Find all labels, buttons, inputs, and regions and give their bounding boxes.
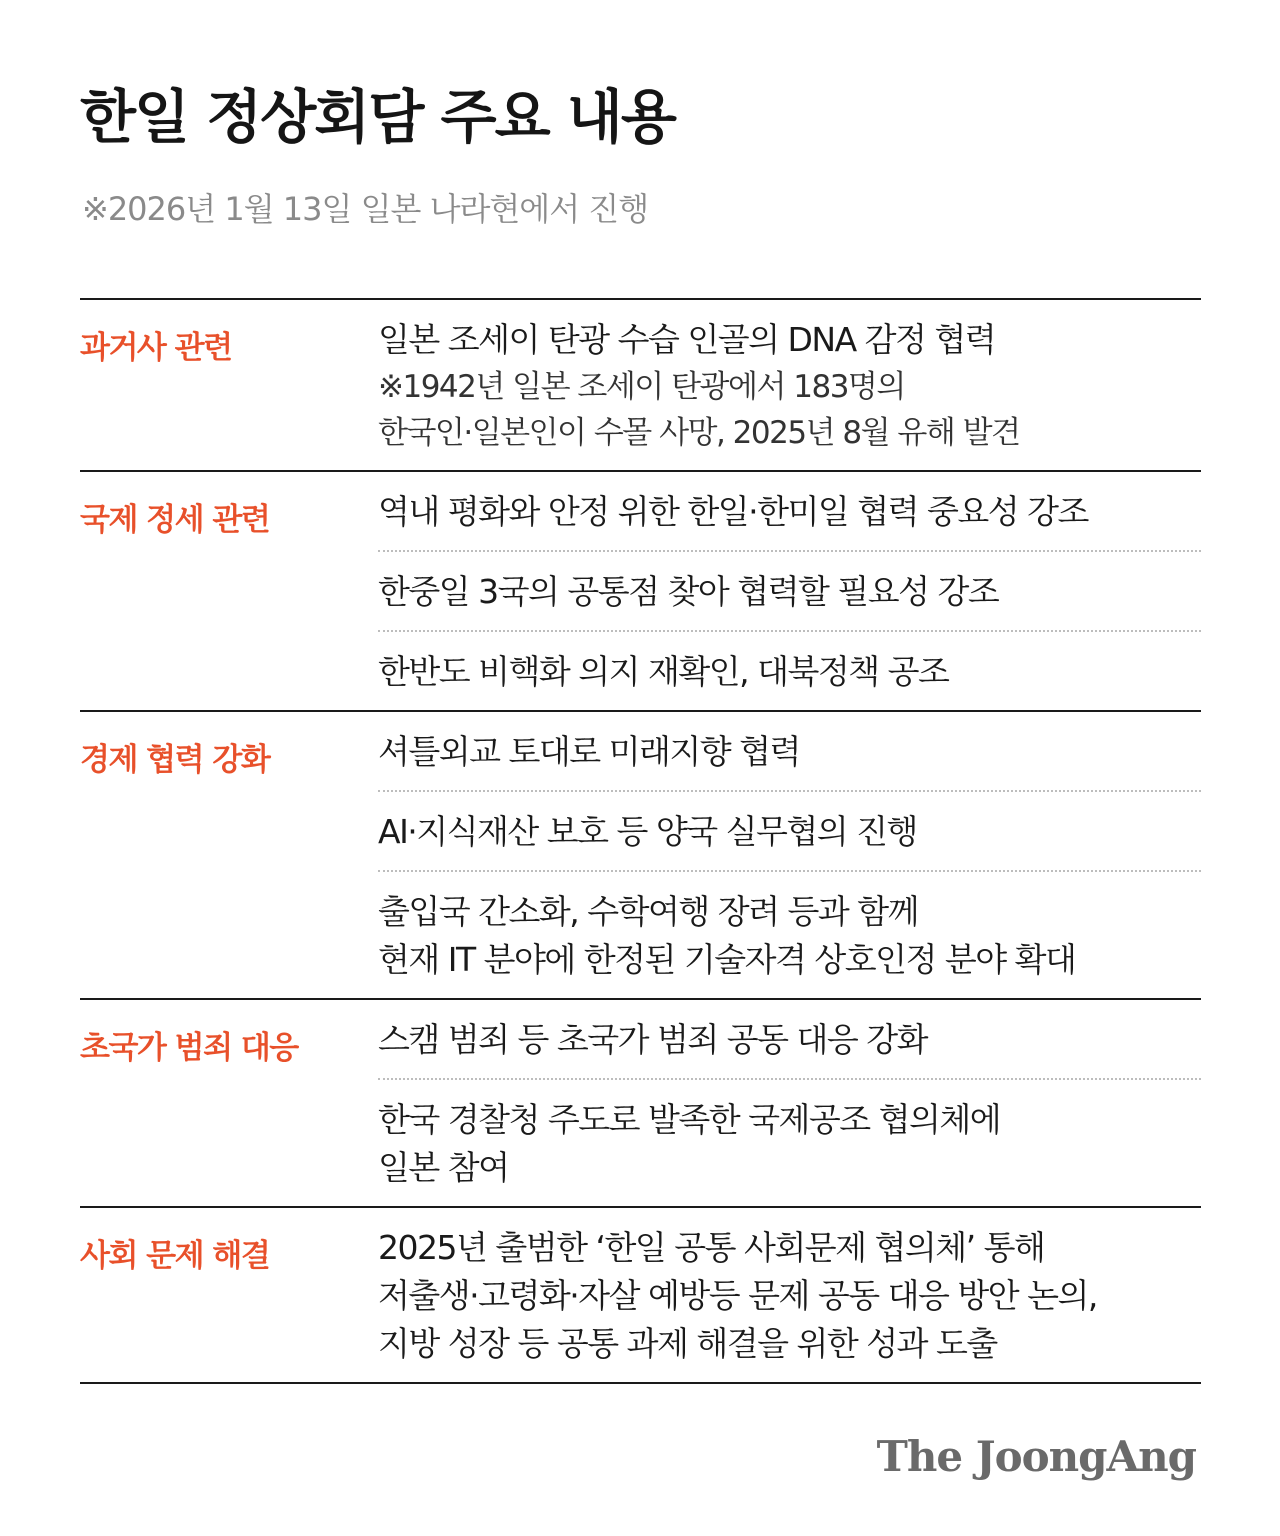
item-note: 한국인·일본인이 수몰 사망, 2025년 8월 유해 발견 — [378, 415, 1020, 451]
item-text: 역내 평화와 안정 위한 한일·한미일 협력 중요성 강조 — [378, 492, 1088, 531]
item-list — [378, 1000, 1201, 1206]
item-text: 출입국 간소화, 수학여행 장려 등과 함께 — [378, 892, 918, 931]
item-note: ※1942년 일본 조세이 탄광에서 183명의 — [378, 369, 905, 405]
page-title: 한일 정상회담 주요 내용 — [80, 83, 675, 151]
summary-table — [80, 298, 1201, 1384]
item-list — [378, 300, 1201, 470]
publisher-logo: The JoongAng — [876, 1432, 1196, 1481]
list-item — [378, 712, 1201, 790]
item-text: 한국 경찰청 주도로 발족한 국제공조 협의체에 — [378, 1100, 1001, 1139]
category-label: 초국가 범죄 대응 — [80, 1030, 298, 1066]
list-item — [378, 300, 1201, 470]
list-item — [378, 630, 1201, 710]
list-item — [378, 1078, 1201, 1206]
item-text: 한반도 비핵화 의지 재확인, 대북정책 공조 — [378, 652, 949, 691]
item-text: AI·지식재산 보호 등 양국 실무협의 진행 — [378, 812, 917, 851]
section-social — [80, 1208, 1201, 1384]
list-item — [378, 472, 1201, 550]
item-text: 지방 성장 등 공통 과제 해결을 위한 성과 도출 — [378, 1324, 997, 1363]
category-label: 경제 협력 강화 — [80, 742, 270, 778]
item-text: 스캠 범죄 등 초국가 범죄 공동 대응 강화 — [378, 1020, 927, 1059]
list-item — [378, 1000, 1201, 1078]
section-history — [80, 300, 1201, 472]
page-subtitle: ※2026년 1월 13일 일본 나라현에서 진행 — [82, 190, 649, 228]
item-text: 일본 조세이 탄광 수습 인골의 DNA 감정 협력 — [378, 320, 996, 359]
category-label: 국제 정세 관련 — [80, 502, 270, 538]
list-item — [378, 790, 1201, 870]
list-item — [378, 870, 1201, 998]
item-text: 현재 IT 분야에 한정된 기술자격 상호인정 분야 확대 — [378, 940, 1076, 979]
section-international — [80, 472, 1201, 712]
item-text: 저출생·고령화·자살 예방등 문제 공동 대응 방안 논의, — [378, 1276, 1097, 1315]
list-item — [378, 1208, 1201, 1382]
section-crime — [80, 1000, 1201, 1208]
item-text: 일본 참여 — [378, 1148, 509, 1187]
item-text: 셔틀외교 토대로 미래지향 협력 — [378, 732, 800, 771]
item-list — [378, 472, 1201, 710]
item-text: 2025년 출범한 ‘한일 공통 사회문제 협의체’ 통해 — [378, 1228, 1045, 1267]
section-economy — [80, 712, 1201, 1000]
item-list — [378, 1208, 1201, 1382]
category-label: 사회 문제 해결 — [80, 1238, 270, 1274]
list-item — [378, 550, 1201, 630]
item-text: 한중일 3국의 공통점 찾아 협력할 필요성 강조 — [378, 572, 999, 611]
item-list — [378, 712, 1201, 998]
category-label: 과거사 관련 — [80, 330, 232, 366]
